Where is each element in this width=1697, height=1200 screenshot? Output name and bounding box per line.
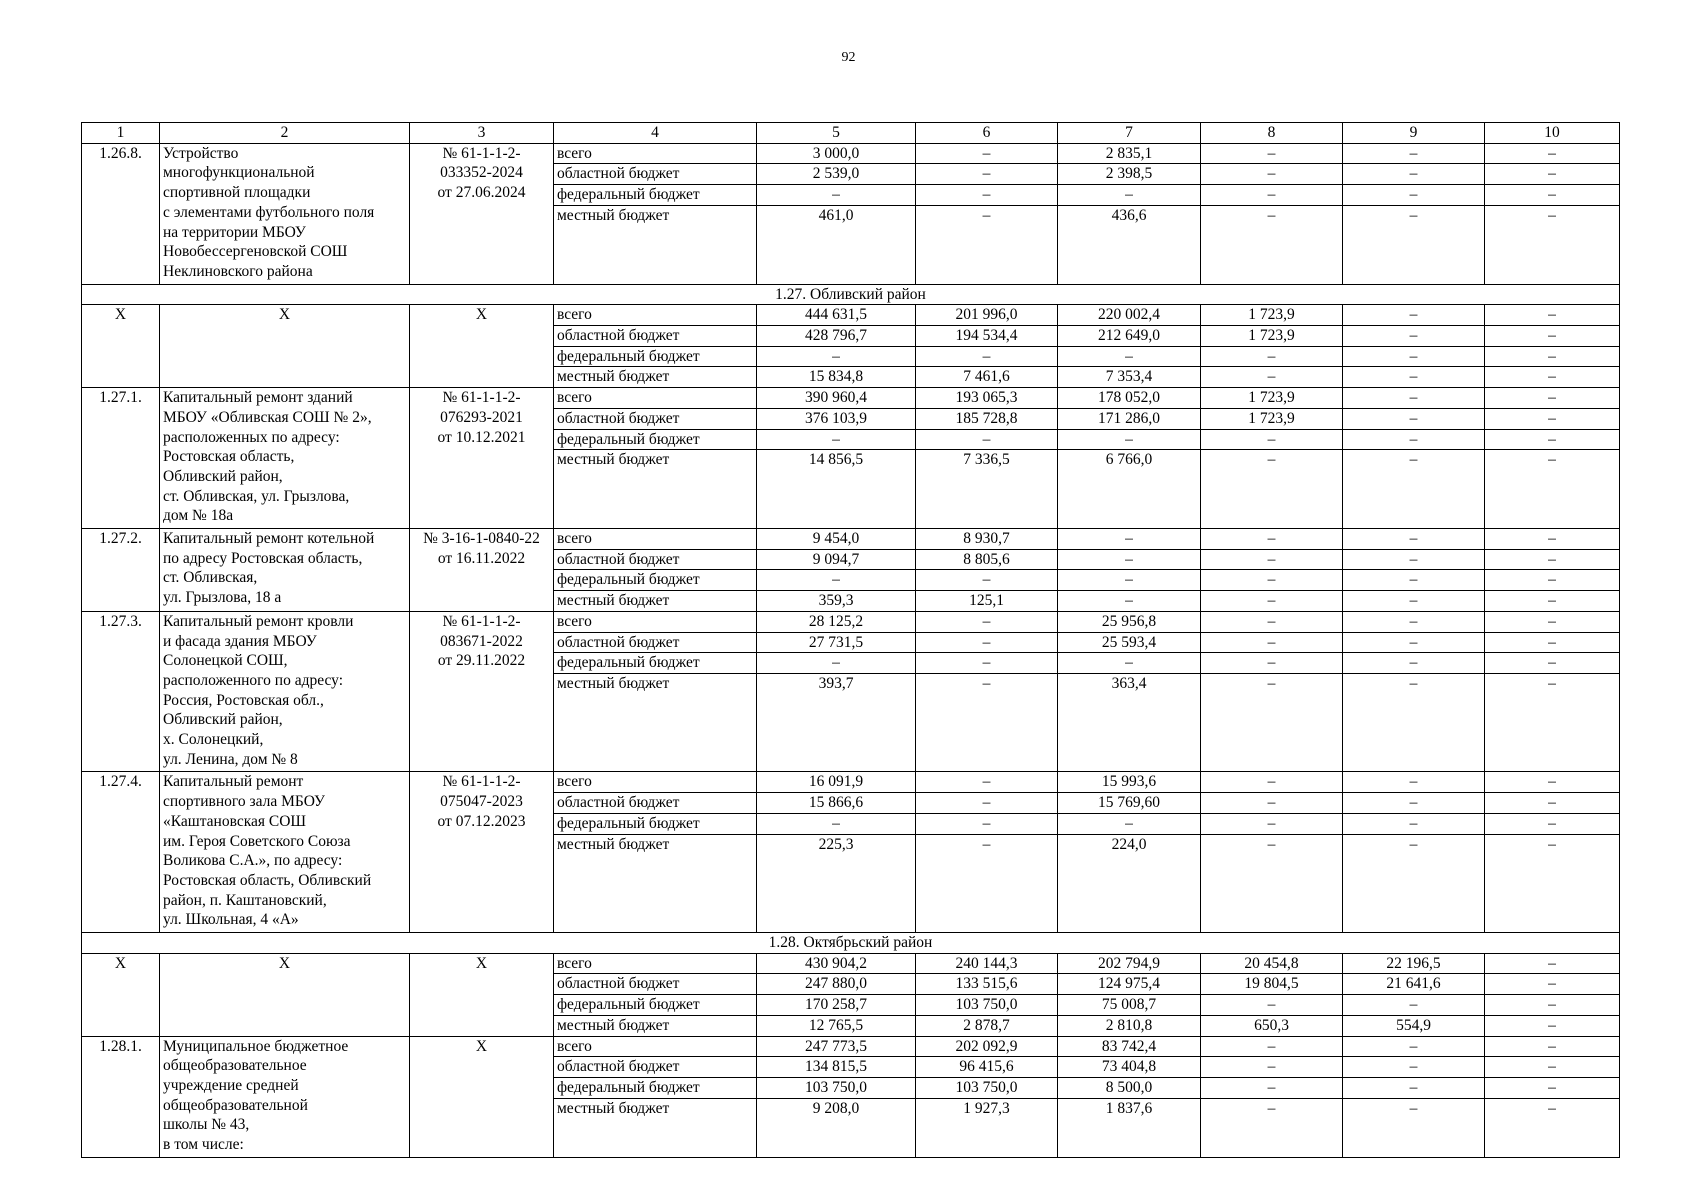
funding-source-label: областной бюджет <box>554 1057 757 1078</box>
funding-source-label: всего <box>554 611 757 632</box>
value-cell-9: – <box>1343 591 1485 612</box>
column-number-cell: 7 <box>1058 123 1201 144</box>
value-cell-8: – <box>1201 164 1343 185</box>
value-cell-9: – <box>1343 529 1485 550</box>
table-row <box>82 772 1620 793</box>
value-cell-5: – <box>757 429 916 450</box>
value-cell-5: – <box>757 813 916 834</box>
funding-source-label: федеральный бюджет <box>554 813 757 834</box>
value-cell-8: – <box>1201 1077 1343 1098</box>
funding-source-label: местный бюджет <box>554 1098 757 1157</box>
value-cell-8: – <box>1201 813 1343 834</box>
value-cell-9: 22 196,5 <box>1343 953 1485 974</box>
value-cell-7: 2 398,5 <box>1058 164 1201 185</box>
value-cell-7: 171 286,0 <box>1058 408 1201 429</box>
table-row <box>82 953 1620 974</box>
value-cell-7: 178 052,0 <box>1058 388 1201 409</box>
value-cell-6: – <box>916 813 1058 834</box>
funding-source-label: всего <box>554 305 757 326</box>
value-cell-7: 436,6 <box>1058 205 1201 284</box>
value-cell-8: – <box>1201 772 1343 793</box>
value-cell-6: 2 878,7 <box>916 1015 1058 1036</box>
value-cell-9: – <box>1343 772 1485 793</box>
value-cell-7: – <box>1058 570 1201 591</box>
value-cell-8: – <box>1201 143 1343 164</box>
value-cell-6: 185 728,8 <box>916 408 1058 429</box>
value-cell-8: – <box>1201 995 1343 1016</box>
value-cell-10: – <box>1485 346 1620 367</box>
value-cell-7: 2 835,1 <box>1058 143 1201 164</box>
value-cell-7: 7 353,4 <box>1058 367 1201 388</box>
funding-source-label: федеральный бюджет <box>554 653 757 674</box>
value-cell-9: – <box>1343 429 1485 450</box>
value-cell-10: – <box>1485 164 1620 185</box>
value-cell-7: 15 769,60 <box>1058 793 1201 814</box>
value-cell-10: – <box>1485 1098 1620 1157</box>
value-cell-7: – <box>1058 185 1201 206</box>
value-cell-8: – <box>1201 1098 1343 1157</box>
value-cell-9: – <box>1343 632 1485 653</box>
value-cell-5: – <box>757 653 916 674</box>
table-row <box>82 529 1620 550</box>
funding-source-label: областной бюджет <box>554 549 757 570</box>
value-cell-10: – <box>1485 185 1620 206</box>
funding-source-label: местный бюджет <box>554 367 757 388</box>
funding-source-label: федеральный бюджет <box>554 1077 757 1098</box>
value-cell-9: – <box>1343 305 1485 326</box>
value-cell-6: 96 415,6 <box>916 1057 1058 1078</box>
value-cell-6: 125,1 <box>916 591 1058 612</box>
funding-source-label: всего <box>554 953 757 974</box>
value-cell-7: 15 993,6 <box>1058 772 1201 793</box>
value-cell-10: – <box>1485 772 1620 793</box>
funding-source-label: федеральный бюджет <box>554 570 757 591</box>
page-number: 92 <box>841 50 856 65</box>
value-cell-8: – <box>1201 653 1343 674</box>
item-document: Х <box>410 953 554 1036</box>
value-cell-8: 650,3 <box>1201 1015 1343 1036</box>
item-name: Муниципальное бюджетное общеобразовательное учреждение средней общеобразовательной школы № 43, в том числе: <box>160 1036 410 1157</box>
value-cell-8: – <box>1201 591 1343 612</box>
value-cell-10: – <box>1485 388 1620 409</box>
value-cell-10: – <box>1485 429 1620 450</box>
item-name: Устройство многофункциональной спортивной площадки с элементами футбольного поля на территории МБОУ Новобессергеновской СОШ Неклиновского района <box>160 143 410 284</box>
item-name: Х <box>160 305 410 388</box>
column-number-cell: 5 <box>757 123 916 144</box>
value-cell-8: – <box>1201 834 1343 933</box>
item-number: 1.27.2. <box>82 529 160 612</box>
value-cell-6: – <box>916 772 1058 793</box>
value-cell-9: – <box>1343 1098 1485 1157</box>
value-cell-5: 9 094,7 <box>757 549 916 570</box>
value-cell-5: 225,3 <box>757 834 916 933</box>
value-cell-7: – <box>1058 549 1201 570</box>
value-cell-10: – <box>1485 529 1620 550</box>
value-cell-6: – <box>916 205 1058 284</box>
item-name: Х <box>160 953 410 1036</box>
column-number-cell: 6 <box>916 123 1058 144</box>
column-number-cell: 4 <box>554 123 757 144</box>
column-number-cell: 1 <box>82 123 160 144</box>
funding-source-label: федеральный бюджет <box>554 346 757 367</box>
value-cell-6: – <box>916 164 1058 185</box>
value-cell-9: – <box>1343 834 1485 933</box>
value-cell-9: – <box>1343 450 1485 529</box>
value-cell-5: – <box>757 185 916 206</box>
value-cell-6: 201 996,0 <box>916 305 1058 326</box>
value-cell-7: 224,0 <box>1058 834 1201 933</box>
value-cell-9: – <box>1343 1057 1485 1078</box>
value-cell-5: 14 856,5 <box>757 450 916 529</box>
value-cell-5: 2 539,0 <box>757 164 916 185</box>
value-cell-7: 83 742,4 <box>1058 1036 1201 1057</box>
value-cell-5: 359,3 <box>757 591 916 612</box>
funding-source-label: местный бюджет <box>554 591 757 612</box>
value-cell-7: – <box>1058 346 1201 367</box>
funding-source-label: областной бюджет <box>554 326 757 347</box>
item-document: Х <box>410 1036 554 1157</box>
value-cell-8: – <box>1201 1057 1343 1078</box>
funding-source-label: областной бюджет <box>554 164 757 185</box>
value-cell-5: 430 904,2 <box>757 953 916 974</box>
value-cell-6: 133 515,6 <box>916 974 1058 995</box>
item-number: Х <box>82 953 160 1036</box>
value-cell-5: 134 815,5 <box>757 1057 916 1078</box>
value-cell-6: 194 534,4 <box>916 326 1058 347</box>
value-cell-6: – <box>916 346 1058 367</box>
value-cell-9: 21 641,6 <box>1343 974 1485 995</box>
value-cell-9: – <box>1343 367 1485 388</box>
value-cell-7: – <box>1058 591 1201 612</box>
value-cell-8: 1 723,9 <box>1201 388 1343 409</box>
value-cell-9: – <box>1343 388 1485 409</box>
funding-source-label: местный бюджет <box>554 1015 757 1036</box>
value-cell-9: – <box>1343 1077 1485 1098</box>
value-cell-10: – <box>1485 653 1620 674</box>
value-cell-6: 8 805,6 <box>916 549 1058 570</box>
value-cell-9: – <box>1343 408 1485 429</box>
value-cell-10: – <box>1485 632 1620 653</box>
value-cell-5: 9 454,0 <box>757 529 916 550</box>
value-cell-6: 193 065,3 <box>916 388 1058 409</box>
value-cell-8: – <box>1201 450 1343 529</box>
value-cell-7: 25 593,4 <box>1058 632 1201 653</box>
value-cell-7: 1 837,6 <box>1058 1098 1201 1157</box>
value-cell-5: 28 125,2 <box>757 611 916 632</box>
value-cell-8: – <box>1201 632 1343 653</box>
value-cell-6: – <box>916 611 1058 632</box>
value-cell-9: – <box>1343 813 1485 834</box>
value-cell-10: – <box>1485 793 1620 814</box>
value-cell-9: – <box>1343 549 1485 570</box>
value-cell-8: 1 723,9 <box>1201 408 1343 429</box>
item-name: Капитальный ремонт спортивного зала МБОУ «Каштановская СОШ им. Героя Советского Союза Воликова С.А.», по адресу: Ростовская область, Обливский район, п. Каштановский, ул. Школьная, 4 «А» <box>160 772 410 933</box>
table-row <box>82 143 1620 164</box>
value-cell-7: 202 794,9 <box>1058 953 1201 974</box>
value-cell-6: 103 750,0 <box>916 1077 1058 1098</box>
value-cell-9: – <box>1343 326 1485 347</box>
value-cell-7: 75 008,7 <box>1058 995 1201 1016</box>
section-title: 1.28. Октябрьский район <box>82 933 1620 954</box>
value-cell-8: 19 804,5 <box>1201 974 1343 995</box>
value-cell-10: – <box>1485 953 1620 974</box>
value-cell-6: 8 930,7 <box>916 529 1058 550</box>
funding-source-label: областной бюджет <box>554 408 757 429</box>
value-cell-9: – <box>1343 1036 1485 1057</box>
value-cell-10: – <box>1485 673 1620 772</box>
value-cell-10: – <box>1485 813 1620 834</box>
value-cell-9: – <box>1343 205 1485 284</box>
value-cell-6: 1 927,3 <box>916 1098 1058 1157</box>
value-cell-7: 6 766,0 <box>1058 450 1201 529</box>
value-cell-8: – <box>1201 205 1343 284</box>
value-cell-7: 363,4 <box>1058 673 1201 772</box>
value-cell-10: – <box>1485 408 1620 429</box>
value-cell-8: – <box>1201 429 1343 450</box>
item-number: 1.28.1. <box>82 1036 160 1157</box>
funding-source-label: местный бюджет <box>554 673 757 772</box>
value-cell-10: – <box>1485 591 1620 612</box>
value-cell-5: 15 834,8 <box>757 367 916 388</box>
value-cell-8: – <box>1201 346 1343 367</box>
value-cell-7: 25 956,8 <box>1058 611 1201 632</box>
value-cell-7: – <box>1058 813 1201 834</box>
value-cell-5: 16 091,9 <box>757 772 916 793</box>
funding-source-label: всего <box>554 143 757 164</box>
value-cell-10: – <box>1485 1036 1620 1057</box>
column-number-cell: 8 <box>1201 123 1343 144</box>
value-cell-6: – <box>916 570 1058 591</box>
value-cell-5: – <box>757 570 916 591</box>
value-cell-6: 202 092,9 <box>916 1036 1058 1057</box>
value-cell-7: 220 002,4 <box>1058 305 1201 326</box>
value-cell-5: – <box>757 346 916 367</box>
funding-source-label: федеральный бюджет <box>554 429 757 450</box>
item-document: № 61-1-1-2- 075047-2023 от 07.12.2023 <box>410 772 554 933</box>
funding-source-label: местный бюджет <box>554 834 757 933</box>
value-cell-5: 247 880,0 <box>757 974 916 995</box>
value-cell-9: – <box>1343 793 1485 814</box>
value-cell-9: – <box>1343 185 1485 206</box>
value-cell-6: 240 144,3 <box>916 953 1058 974</box>
value-cell-10: – <box>1485 611 1620 632</box>
funding-source-label: областной бюджет <box>554 793 757 814</box>
value-cell-10: – <box>1485 1057 1620 1078</box>
item-document: № 3-16-1-0840-22 от 16.11.2022 <box>410 529 554 612</box>
value-cell-7: – <box>1058 429 1201 450</box>
funding-source-label: местный бюджет <box>554 205 757 284</box>
value-cell-5: 27 731,5 <box>757 632 916 653</box>
value-cell-5: 9 208,0 <box>757 1098 916 1157</box>
item-number: 1.27.3. <box>82 611 160 772</box>
value-cell-8: – <box>1201 673 1343 772</box>
value-cell-9: – <box>1343 995 1485 1016</box>
item-name: Капитальный ремонт зданий МБОУ «Обливская СОШ № 2», расположенных по адресу: Ростовская область, Обливский район, ст. Обливская, ул. Грызлова, дом № 18а <box>160 388 410 529</box>
value-cell-10: – <box>1485 367 1620 388</box>
value-cell-7: 73 404,8 <box>1058 1057 1201 1078</box>
value-cell-7: 212 649,0 <box>1058 326 1201 347</box>
value-cell-6: – <box>916 185 1058 206</box>
value-cell-9: – <box>1343 611 1485 632</box>
table-row <box>82 388 1620 409</box>
value-cell-6: – <box>916 793 1058 814</box>
value-cell-8: – <box>1201 793 1343 814</box>
value-cell-10: – <box>1485 450 1620 529</box>
value-cell-5: 3 000,0 <box>757 143 916 164</box>
value-cell-8: – <box>1201 549 1343 570</box>
value-cell-10: – <box>1485 143 1620 164</box>
item-number: Х <box>82 305 160 388</box>
value-cell-9: – <box>1343 143 1485 164</box>
section-header-row <box>82 284 1620 305</box>
value-cell-8: – <box>1201 185 1343 206</box>
value-cell-10: – <box>1485 995 1620 1016</box>
table-row <box>82 611 1620 632</box>
value-cell-10: – <box>1485 549 1620 570</box>
budget-table <box>81 122 1620 1158</box>
item-document: № 61-1-1-2- 076293-2021 от 10.12.2021 <box>410 388 554 529</box>
value-cell-9: 554,9 <box>1343 1015 1485 1036</box>
column-number-cell: 10 <box>1485 123 1620 144</box>
item-number: 1.27.4. <box>82 772 160 933</box>
funding-source-label: федеральный бюджет <box>554 185 757 206</box>
value-cell-10: – <box>1485 205 1620 284</box>
value-cell-6: 7 336,5 <box>916 450 1058 529</box>
value-cell-9: – <box>1343 164 1485 185</box>
funding-source-label: всего <box>554 388 757 409</box>
section-title: 1.27. Обливский район <box>82 284 1620 305</box>
value-cell-5: 170 258,7 <box>757 995 916 1016</box>
value-cell-5: 15 866,6 <box>757 793 916 814</box>
value-cell-6: 7 461,6 <box>916 367 1058 388</box>
value-cell-10: – <box>1485 326 1620 347</box>
item-document: Х <box>410 305 554 388</box>
item-document: № 61-1-1-2- 083671-2022 от 29.11.2022 <box>410 611 554 772</box>
value-cell-8: – <box>1201 367 1343 388</box>
value-cell-5: 444 631,5 <box>757 305 916 326</box>
value-cell-6: – <box>916 653 1058 674</box>
funding-source-label: всего <box>554 1036 757 1057</box>
value-cell-5: 12 765,5 <box>757 1015 916 1036</box>
value-cell-8: – <box>1201 1036 1343 1057</box>
item-name: Капитальный ремонт котельной по адресу Ростовская область, ст. Обливская, ул. Грызлова, 18 а <box>160 529 410 612</box>
value-cell-5: 461,0 <box>757 205 916 284</box>
funding-source-label: областной бюджет <box>554 974 757 995</box>
funding-source-label: местный бюджет <box>554 450 757 529</box>
item-document: № 61-1-1-2- 033352-2024 от 27.06.2024 <box>410 143 554 284</box>
value-cell-8: 1 723,9 <box>1201 305 1343 326</box>
value-cell-10: – <box>1485 834 1620 933</box>
value-cell-7: 8 500,0 <box>1058 1077 1201 1098</box>
value-cell-5: 390 960,4 <box>757 388 916 409</box>
value-cell-7: – <box>1058 529 1201 550</box>
funding-source-label: федеральный бюджет <box>554 995 757 1016</box>
value-cell-7: – <box>1058 653 1201 674</box>
value-cell-10: – <box>1485 570 1620 591</box>
value-cell-5: 247 773,5 <box>757 1036 916 1057</box>
value-cell-8: – <box>1201 611 1343 632</box>
funding-source-label: областной бюджет <box>554 632 757 653</box>
value-cell-9: – <box>1343 570 1485 591</box>
value-cell-5: 428 796,7 <box>757 326 916 347</box>
value-cell-5: 393,7 <box>757 673 916 772</box>
table-row <box>82 1036 1620 1057</box>
value-cell-6: 103 750,0 <box>916 995 1058 1016</box>
column-number-cell: 2 <box>160 123 410 144</box>
value-cell-10: – <box>1485 974 1620 995</box>
value-cell-6: – <box>916 429 1058 450</box>
value-cell-6: – <box>916 834 1058 933</box>
funding-source-label: всего <box>554 529 757 550</box>
value-cell-6: – <box>916 143 1058 164</box>
section-header-row <box>82 933 1620 954</box>
value-cell-6: – <box>916 632 1058 653</box>
table-row <box>82 305 1620 326</box>
value-cell-9: – <box>1343 673 1485 772</box>
item-number: 1.27.1. <box>82 388 160 529</box>
value-cell-5: 103 750,0 <box>757 1077 916 1098</box>
value-cell-7: 124 975,4 <box>1058 974 1201 995</box>
item-name: Капитальный ремонт кровли и фасада здания МБОУ Солонецкой СОШ, расположенного по адресу: Россия, Ростовская обл., Обливский район, х. Солонецкий, ул. Ленина, дом № 8 <box>160 611 410 772</box>
value-cell-8: – <box>1201 529 1343 550</box>
value-cell-8: 1 723,9 <box>1201 326 1343 347</box>
value-cell-10: – <box>1485 1015 1620 1036</box>
column-number-cell: 9 <box>1343 123 1485 144</box>
value-cell-10: – <box>1485 1077 1620 1098</box>
funding-source-label: всего <box>554 772 757 793</box>
item-number: 1.26.8. <box>82 143 160 284</box>
column-number-row <box>82 123 1620 144</box>
value-cell-10: – <box>1485 305 1620 326</box>
value-cell-5: 376 103,9 <box>757 408 916 429</box>
value-cell-7: 2 810,8 <box>1058 1015 1201 1036</box>
value-cell-8: – <box>1201 570 1343 591</box>
value-cell-9: – <box>1343 653 1485 674</box>
column-number-cell: 3 <box>410 123 554 144</box>
value-cell-8: 20 454,8 <box>1201 953 1343 974</box>
value-cell-6: – <box>916 673 1058 772</box>
value-cell-9: – <box>1343 346 1485 367</box>
